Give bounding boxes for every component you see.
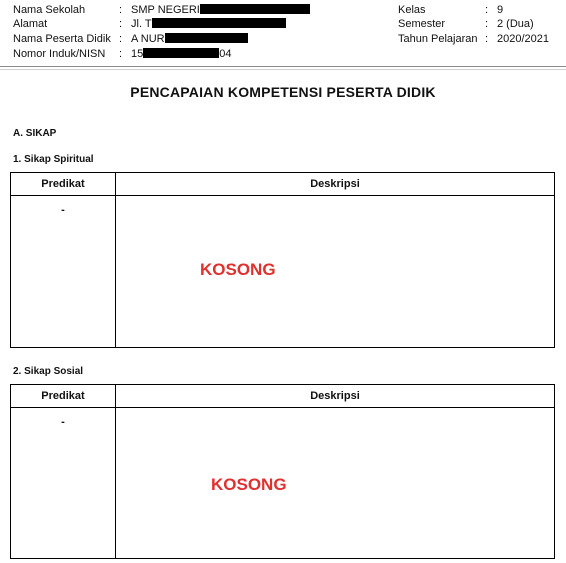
table-header-row xyxy=(11,385,555,408)
colon: : xyxy=(485,18,489,30)
redaction-bar xyxy=(200,4,310,14)
class-label: Kelas xyxy=(398,4,426,16)
semester-label: Semester xyxy=(398,18,446,30)
column-header-deskripsi: Deskripsi xyxy=(116,173,555,196)
semester-value: 2 (Dua) xyxy=(497,18,534,30)
header-divider xyxy=(0,66,566,67)
colon: : xyxy=(119,4,123,16)
redaction-bar xyxy=(152,18,286,28)
column-header-deskripsi: Deskripsi xyxy=(116,385,555,408)
address-label: Alamat xyxy=(13,18,48,30)
school-year-value: 2020/2021 xyxy=(497,33,549,45)
nisn-label: Nomor Induk/NISN xyxy=(13,48,106,60)
social-table xyxy=(10,384,555,559)
school-year-label: Tahun Pelajaran xyxy=(398,33,478,45)
student-name-label: Nama Peserta Didik xyxy=(13,33,111,45)
deskripsi-cell xyxy=(116,408,555,559)
colon: : xyxy=(485,33,489,45)
redaction-bar xyxy=(165,33,248,43)
address-text: Jl. T xyxy=(131,18,152,30)
section-heading-spiritual: 1. Sikap Spiritual xyxy=(13,154,94,165)
colon: : xyxy=(119,48,123,60)
table-row xyxy=(11,408,555,559)
empty-stamp: KOSONG xyxy=(200,260,276,279)
predikat-value: - xyxy=(61,204,65,216)
column-header-predikat: Predikat xyxy=(11,385,116,408)
colon: : xyxy=(485,4,489,16)
column-header-predikat: Predikat xyxy=(11,173,116,196)
nisn-text-end: 04 xyxy=(219,48,232,60)
colon: : xyxy=(119,33,123,45)
school-name-label: Nama Sekolah xyxy=(13,4,86,16)
empty-stamp: KOSONG xyxy=(211,475,287,494)
nisn-text-start: 15 xyxy=(131,48,144,60)
class-value: 9 xyxy=(497,4,504,16)
address-value xyxy=(131,18,286,31)
colon: : xyxy=(119,18,123,30)
redaction-bar xyxy=(143,48,219,58)
section-heading-sikap: A. SIKAP xyxy=(13,128,57,139)
student-name-text: A NUR xyxy=(131,33,165,45)
spiritual-table xyxy=(10,172,555,348)
school-name-value xyxy=(131,4,310,17)
header-divider-secondary xyxy=(0,69,566,70)
table-header-row xyxy=(11,173,555,196)
nisn-value xyxy=(131,48,232,61)
predikat-cell xyxy=(11,408,116,559)
student-name-value xyxy=(131,33,248,46)
school-name-text: SMP NEGERI xyxy=(131,4,200,16)
section-heading-sosial: 2. Sikap Sosial xyxy=(13,366,84,377)
page-title: PENCAPAIAN KOMPETENSI PESERTA DIDIK xyxy=(130,84,436,100)
predikat-value: - xyxy=(61,416,65,428)
table-row xyxy=(11,196,555,348)
deskripsi-cell xyxy=(116,196,555,348)
predikat-cell xyxy=(11,196,116,348)
